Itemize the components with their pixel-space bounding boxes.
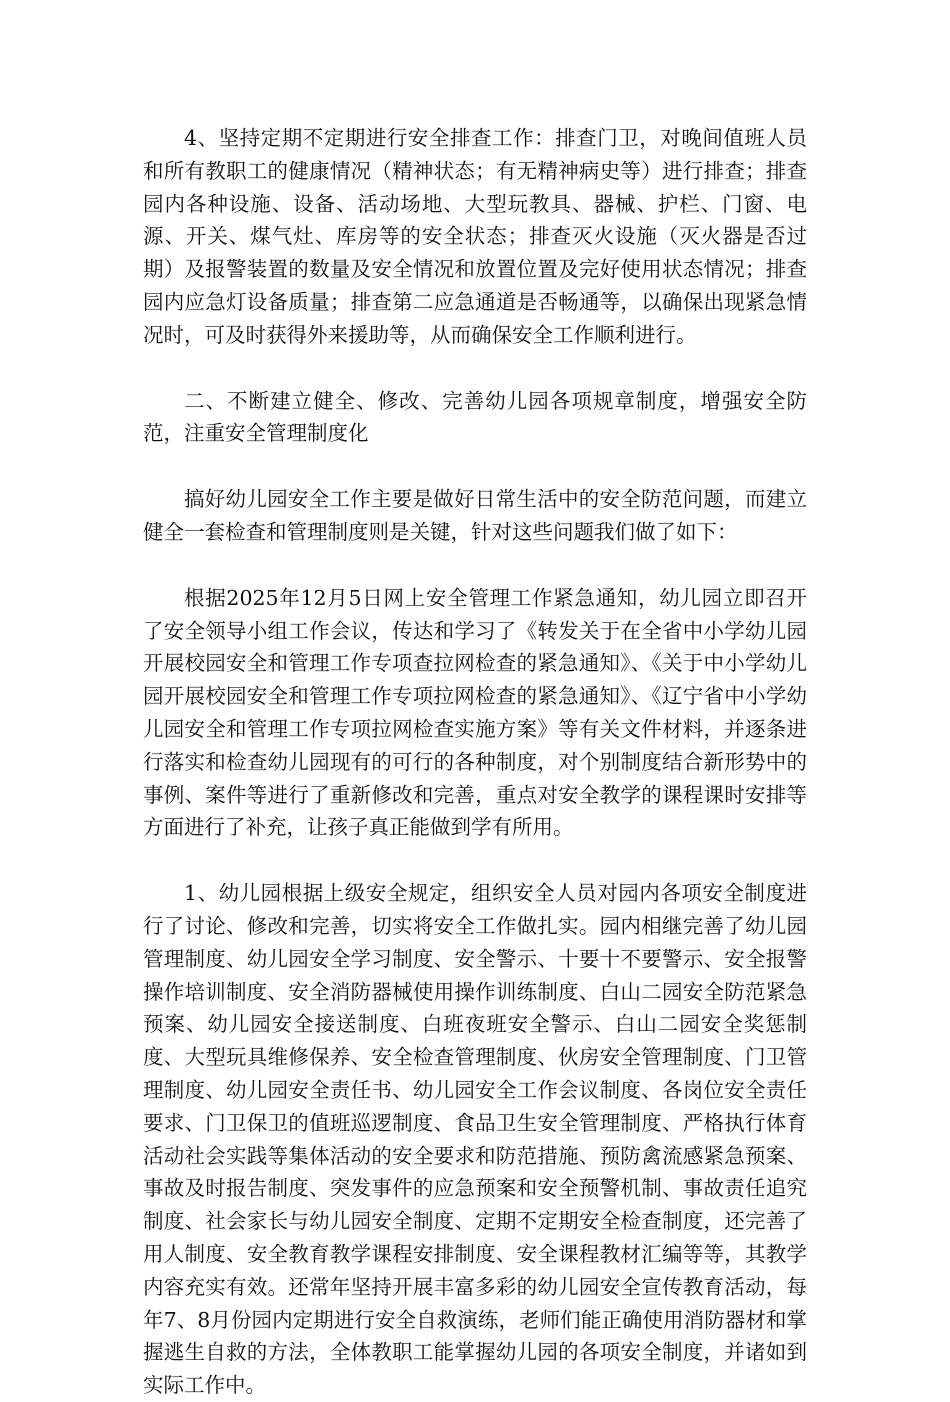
paragraph-safety-rules-list: 1、幼儿园根据上级安全规定，组织安全人员对园内各项安全制度进行了讨论、修改和完善，切实将安全工作做扎实。园内相继完善了幼儿园管理制度、幼儿园安全学习制度、安全警示、十要十不要警示、安全报警操作培训制度、安全消防器械使用操作训练制度、白山二园安全防范紧急预案、幼儿园安全接送制度、白班夜班安全警示、白山二园安全奖惩制度、大型玩具维修保养、安全检查管理制度、伙房安全管理制度、门卫管理制度、幼儿园安全责任书、幼儿园安全工作会议制度、各岗位安全责任要求、门卫保卫的值班巡逻制度、食品卫生安全管理制度、严格执行体育活动社会实践等集体活动的安全要求和防范措施、预防禽流感紧急预案、事故及时报告制度、突发事件的应急预案和安全预警机制、事故责任追究制度、社会家长与幼儿园安全制度、定期不定期安全检查制度，还完善了用人制度、安全教育教学课程安排制度、安全课程教材汇编等等，其教学内容充实有效。还常年坚持开展丰富多彩的幼儿园安全宣传教育活动，每年7、8月份园内定期进行安全自救演练，老师们能正确使用消防器材和掌握逃生自救的方法，全体教职工能掌握幼儿园的各项安全制度，并诸如到实际工作中。 [143,881,807,1398]
paragraph-safety-key: 搞好幼儿园安全工作主要是做好日常生活中的安全防范问题，而建立健全一套检查和管理制度则是关键，针对这些问题我们做了如下： [143,487,807,544]
paragraph-safety-inspection: 4、坚持定期不定期进行安全排查工作：排查门卫，对晚间值班人员和所有教职工的健康情况（精神状态；有无精神病史等）进行排查；排查园内各种设施、设备、活动场地、大型玩教具、器械、护栏、门窗、电源、开关、煤气灶、库房等的安全状态；排查灭火设施（灭火器是否过期）及报警装置的数量及安全情况和放置位置及完好使用状态情况；排查园内应急灯设备质量；排查第二应急通道是否畅通等，以确保出现紧急情况时，可及时获得外来援助等，从而确保安全工作顺利进行。 [143,126,807,347]
document-body [143,122,807,1402]
paragraph-urgent-notice: 根据2025年12月5日网上安全管理工作紧急通知，幼儿园立即召开了安全领导小组工作会议，传达和学习了《转发关于在全省中小学幼儿园开展校园安全和管理工作专项查拉网检查的紧急通知》、《关于中小学幼儿园开展校园安全和管理工作专项拉网检查的紧急通知》、《辽宁省中小学幼儿园安全和管理工作专项拉网检查实施方案》等有关文件材料，并逐条进行落实和检查幼儿园现有的可行的各种制度，对个别制度结合新形势中的事例、案件等进行了重新修改和完善，重点对安全教学的课程课时安排等方面进行了补充，让孩子真正能做到学有所用。 [143,585,807,840]
section-heading-rules: 二、不断建立健全、修改、完善幼儿园各项规章制度，增强安全防范，注重安全管理制度化 [143,388,807,446]
